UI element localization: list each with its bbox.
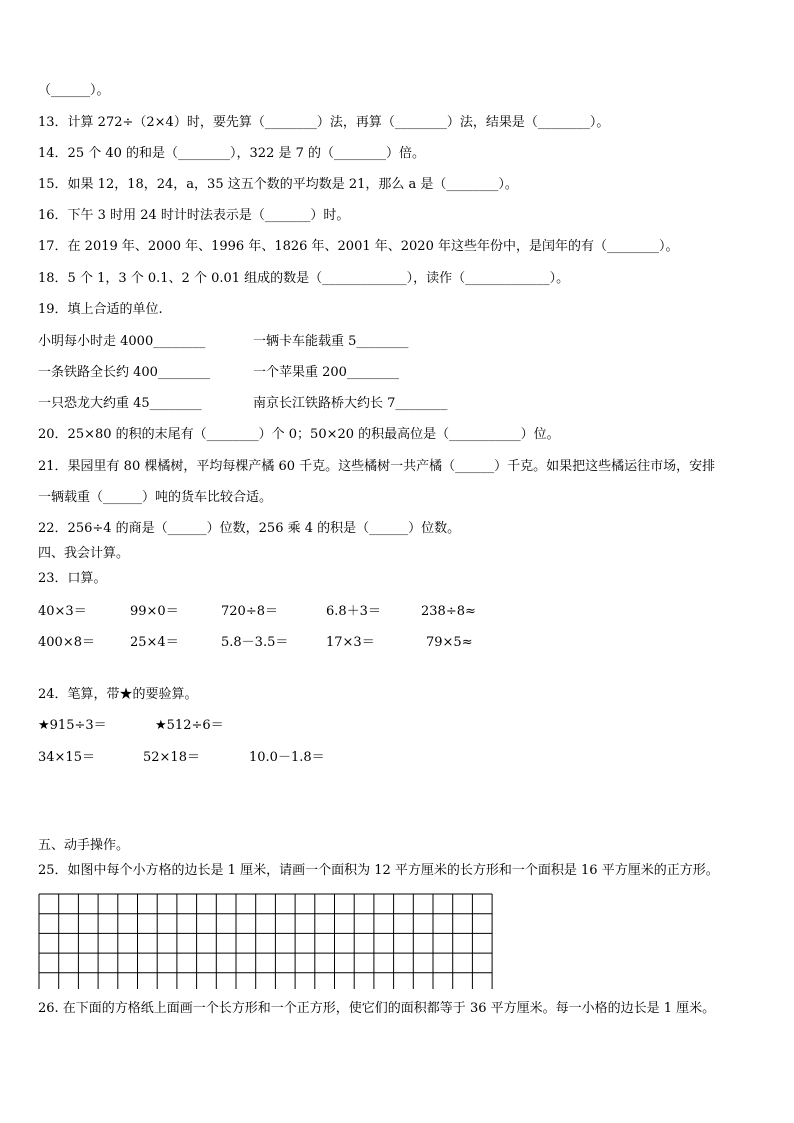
square-grid [38,893,496,989]
unit-item-4: 一个苹果重 200________ [253,365,399,380]
question-16: 16．下午 3 时用 24 时计时法表示是（_______）时。 [38,208,350,223]
question-13: 13．计算 272÷（2×4）时，要先算（________）法，再算（________）法，结果是（________）。 [38,115,610,130]
question-19: 19．填上合适的单位. [38,302,163,317]
question-22: 22．256÷4 的商是（______）位数，256 乘 4 的积是（______）位数。 [38,521,461,536]
oral-calc: 720÷8＝ [221,604,278,619]
written-calc: ★915÷3＝ [38,718,107,733]
question-26: 26. 在下面的方格纸上面画一个长方形和一个正方形，使它们的面积都等于 36 平方厘米。每一小格的边长是 1 厘米。 [38,1001,716,1016]
oral-calc: 25×4＝ [130,635,179,650]
unit-item-1: 小明每小时走 4000________ [38,334,206,349]
question-25: 25．如图中每个小方格的边长是 1 厘米，请画一个面积为 12 平方厘米的长方形和一个面积是 16 平方厘米的正方形。 [38,863,719,878]
unit-item-6: 南京长江铁路桥大约长 7________ [253,396,448,411]
oral-calc: 400×8＝ [38,635,95,650]
oral-calc: 40×3＝ [38,604,87,619]
oral-calc: 99×0＝ [130,604,179,619]
oral-calc: 5.8－3.5＝ [221,635,289,650]
written-calc: 52×18＝ [143,750,200,765]
question-20: 20．25×80 的积的末尾有（________）个 0；50×20 的积最高位是（___________）位。 [38,427,560,442]
unit-item-5: 一只恐龙大约重 45________ [38,396,202,411]
oral-calc: 79×5≈ [426,635,473,650]
question-21-line2: 一辆载重（______）吨的货车比较合适。 [38,490,273,505]
question-23: 23．口算。 [38,571,107,586]
q12-tail: （______）。 [38,83,110,98]
question-24: 24．笔算，带★的要验算。 [38,687,198,702]
written-calc: ★512÷6＝ [155,718,224,733]
written-calc: 10.0－1.8＝ [249,750,325,765]
question-17: 17．在 2019 年、2000 年、1996 年、1826 年、2001 年、2020 年这些年份中，是闰年的有（________）。 [38,239,679,254]
oral-calc: 6.8＋3＝ [326,604,381,619]
oral-calc: 17×3＝ [326,635,375,650]
section-4-heading: 四、我会计算。 [38,546,130,561]
unit-item-3: 一条铁路全长约 400________ [38,365,210,380]
unit-item-2: 一辆卡车能载重 5________ [253,334,409,349]
oral-calc: 238÷8≈ [421,604,476,619]
section-5-heading: 五、动手操作。 [38,838,130,853]
question-21-line1: 21．果园里有 80 棵橘树，平均每棵产橘 60 千克。这些橘树一共产橘（______）千克。如果把这些橘运往市场，安排 [38,459,716,474]
question-14: 14．25 个 40 的和是（________），322 是 7 的（________）倍。 [38,146,426,161]
question-15: 15．如果 12，18，24，a，35 这五个数的平均数是 21，那么 a 是（________）。 [38,177,518,192]
question-18: 18．5 个 1，3 个 0.1、2 个 0.01 组成的数是（_____________），读作（_____________）。 [38,271,570,286]
written-calc: 34×15＝ [38,750,95,765]
